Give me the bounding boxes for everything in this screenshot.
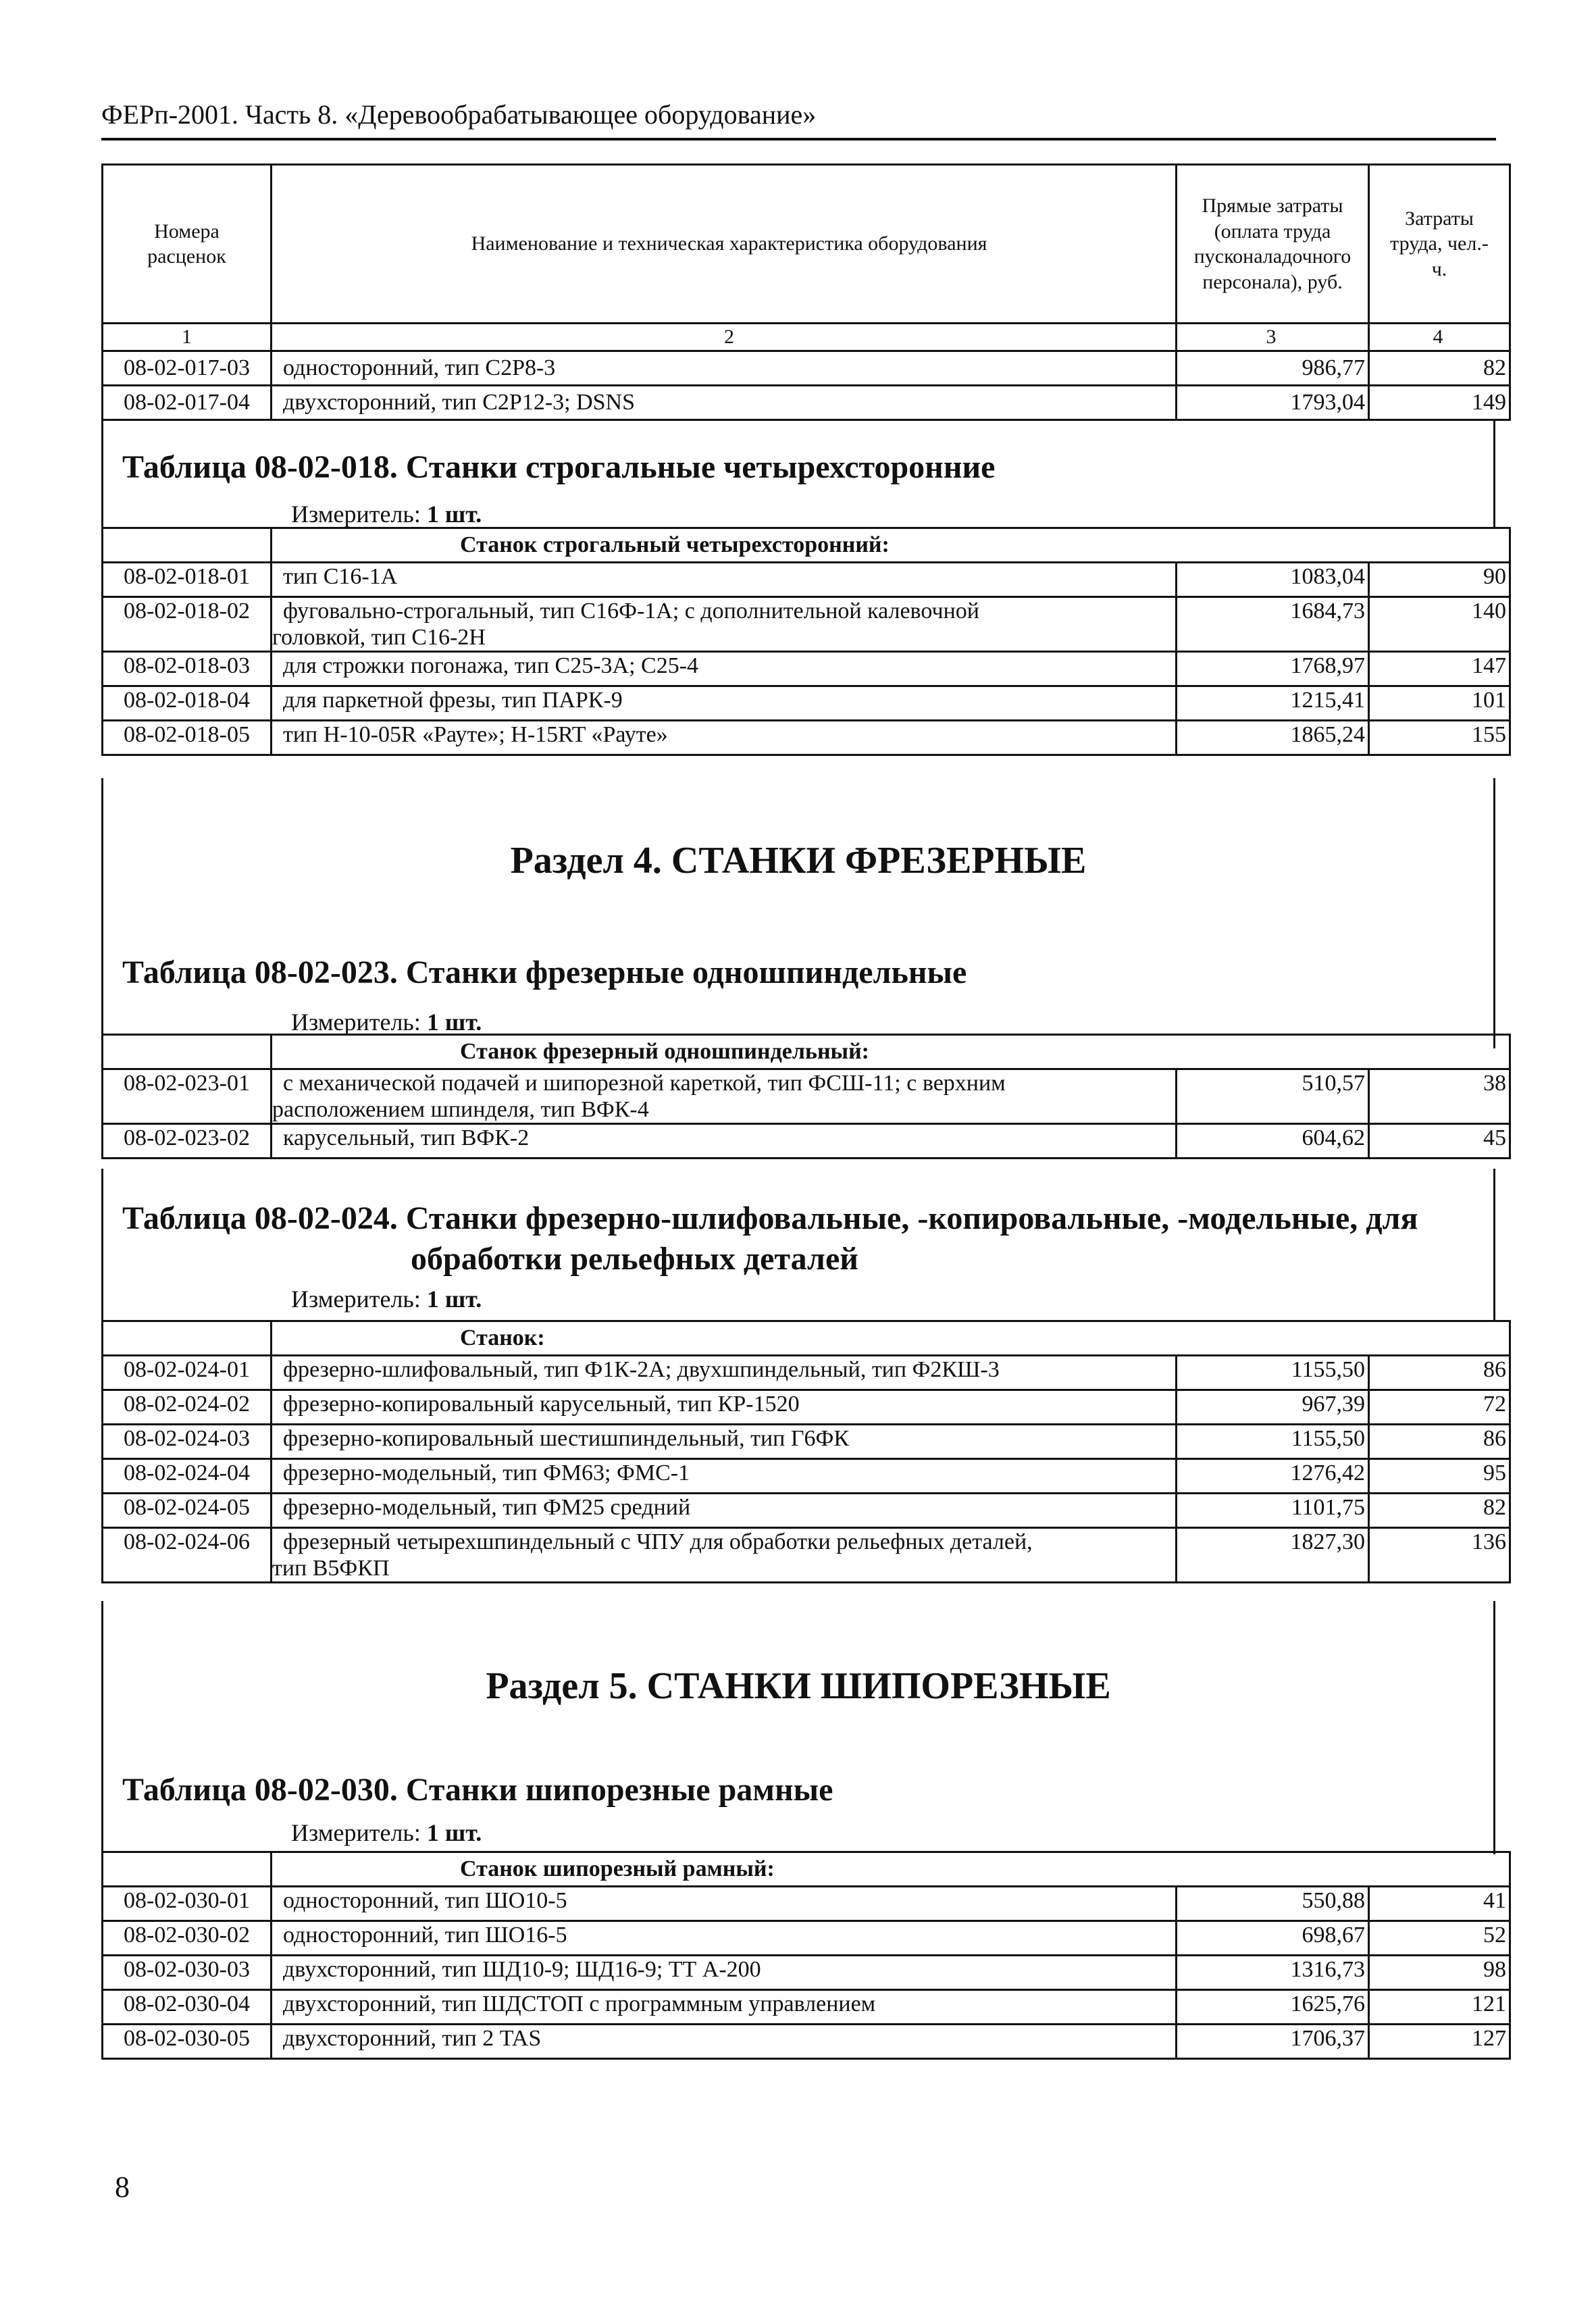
group-row [103,1852,1510,1887]
table-023 [101,1034,1511,1159]
direct-cost: 1215,41 [1177,686,1369,721]
table-row [103,1459,1510,1494]
equipment-name: двухсторонний, тип ШДСТОП с программным управлением [272,1990,1177,2025]
measure-unit: Измеритель: 1 шт. [291,1819,482,1846]
equipment-name: односторонний, тип ШО10-5 [272,1887,1177,1921]
table-row [103,686,1510,721]
table-row [103,1356,1510,1390]
equipment-name: тип Н-10-05R «Рауте»; Н-15RT «Рауте» [272,721,1177,755]
running-header: ФЕРп-2001. Часть 8. «Деревообрабатывающее оборудование» [101,99,817,130]
equipment-name: фрезерно-копировальный шестишпиндельный, тип Г6ФК [272,1425,1177,1459]
rate-code: 08-02-024-03 [103,1425,272,1459]
rate-code: 08-02-023-01 [103,1069,272,1124]
table-row [103,1956,1510,1990]
rate-code: 08-02-030-04 [103,1990,272,2025]
labor-cost: 90 [1369,563,1510,597]
labor-cost: 72 [1369,1390,1510,1425]
equipment-name: для паркетной фрезы, тип ПАРК-9 [272,686,1177,721]
group-label: Станок шипорезный рамный: [272,1852,1510,1887]
rate-code: 08-02-018-05 [103,721,272,755]
equipment-name: двухсторонний, тип 2 TAS [272,2025,1177,2059]
equipment-name: карусельный, тип ВФК-2 [272,1124,1177,1159]
table-row [103,1887,1510,1921]
equipment-name: фрезерно-модельный, тип ФМ63; ФМС-1 [272,1459,1177,1494]
table-row [103,597,1510,652]
table-018 [101,527,1511,756]
measure-unit: Измеритель: 1 шт. [291,1286,482,1313]
direct-cost: 550,88 [1177,1887,1369,1921]
table-row [103,721,1510,755]
table-030 [101,1851,1511,2060]
labor-cost: 147 [1369,652,1510,686]
rate-code: 08-02-018-01 [103,563,272,597]
equipment-name: фрезерно-шлифовальный, тип Ф1К-2А; двухшпиндельный, тип Ф2КШ-3 [272,1356,1177,1390]
direct-cost: 1706,37 [1177,2025,1369,2059]
direct-cost: 1101,75 [1177,1494,1369,1528]
equipment-name: для строжки погонажа, тип С25-3А; С25-4 [272,652,1177,686]
direct-cost: 967,39 [1177,1390,1369,1425]
equipment-name: фрезерно-модельный, тип ФМ25 средний [272,1494,1177,1528]
rate-code: 08-02-024-04 [103,1459,272,1494]
direct-cost: 604,62 [1177,1124,1369,1159]
equipment-name: двухсторонний, тип ШД10-9; ШД16-9; ТТ А-200 [272,1956,1177,1990]
labor-cost: 121 [1369,1990,1510,2025]
section-4-heading [101,778,1495,1048]
labor-cost: 127 [1369,2025,1510,2059]
direct-cost: 1316,73 [1177,1956,1369,1990]
labor-cost: 149 [1369,385,1510,420]
equipment-name: фрезерный четырехшпиндельный с ЧПУ для обработки рельефных деталей, тип В5ФКП [272,1528,1177,1583]
page-number: 8 [115,2170,130,2204]
table-row [103,1390,1510,1425]
table-title: Таблица 08-02-023. Станки фрезерные одношпиндельные [122,955,967,990]
rate-code: 08-02-024-01 [103,1356,272,1390]
table-row [103,1990,1510,2025]
group-row [103,1321,1510,1356]
column-header-codes: Номера расценок [103,165,272,324]
equipment-name: с механической подачей и шипорезной кареткой, тип ФСШ-11; с верхним расположением шпинделя, тип ВФК-4 [272,1069,1177,1124]
table-row [103,1425,1510,1459]
equipment-name: односторонний, тип С2Р8-3 [272,351,1177,385]
labor-cost: 38 [1369,1069,1510,1124]
labor-cost: 155 [1369,721,1510,755]
table-title: Таблица 08-02-030. Станки шипорезные рамные [122,1772,833,1808]
table-row [103,2025,1510,2059]
table-row [103,1494,1510,1528]
group-row [103,1035,1510,1069]
direct-cost: 1155,50 [1177,1425,1369,1459]
table-row [103,652,1510,686]
table-title-continued: обработки рельефных деталей [411,1241,858,1277]
rate-code: 08-02-030-01 [103,1887,272,1921]
measure-unit: Измеритель: 1 шт. [291,501,482,528]
section-title: Раздел 4. СТАНКИ ФРЕЗЕРНЫЕ [510,840,1087,882]
direct-cost: 1768,97 [1177,652,1369,686]
direct-cost: 1276,42 [1177,1459,1369,1494]
labor-cost: 86 [1369,1425,1510,1459]
table-title: Таблица 08-02-024. Станки фрезерно-шлифовальные, -копировальные, -модельные, для [122,1200,1418,1236]
labor-cost: 52 [1369,1921,1510,1956]
column-number: 2 [272,324,1177,351]
table-title: Таблица 08-02-018. Станки строгальные четырехсторонние [122,449,996,485]
direct-cost: 1083,04 [1177,563,1369,597]
direct-cost: 986,77 [1177,351,1369,385]
table-row [103,351,1510,385]
rate-code: 08-02-030-05 [103,2025,272,2059]
rate-code: 08-02-030-03 [103,1956,272,1990]
rate-code: 08-02-018-04 [103,686,272,721]
column-number: 1 [103,324,272,351]
rate-code: 08-02-023-02 [103,1124,272,1159]
table-row [103,563,1510,597]
table-row [103,1124,1510,1159]
group-label: Станок фрезерный одношпиндельный: [272,1035,1510,1069]
labor-cost: 41 [1369,1887,1510,1921]
labor-cost: 82 [1369,351,1510,385]
table-row [103,1528,1510,1583]
group-label: Станок строгальный четырехсторонний: [272,528,1510,563]
section-5-heading [101,1601,1495,1854]
labor-cost: 140 [1369,597,1510,652]
header-table [101,163,1511,421]
direct-cost: 1827,30 [1177,1528,1369,1583]
direct-cost: 1625,76 [1177,1990,1369,2025]
column-header-cost: Прямые затраты (оплата труда пусконаладочного персонала), руб. [1177,165,1369,324]
direct-cost: 1793,04 [1177,385,1369,420]
group-row [103,528,1510,563]
rate-code: 08-02-018-02 [103,597,272,652]
equipment-name: односторонний, тип ШО16-5 [272,1921,1177,1956]
table-row [103,1921,1510,1956]
measure-unit: Измеритель: 1 шт. [291,1009,482,1036]
header-rule [101,138,1496,141]
equipment-name: фуговально-строгальный, тип С16Ф-1А; с дополнительной калевочной головкой, тип С16-2Н [272,597,1177,652]
labor-cost: 45 [1369,1124,1510,1159]
column-number: 4 [1369,324,1510,351]
column-number: 3 [1177,324,1369,351]
labor-cost: 95 [1369,1459,1510,1494]
equipment-name: двухсторонний, тип С2Р12-3; DSNS [272,385,1177,420]
equipment-name: тип С16-1А [272,563,1177,597]
labor-cost: 98 [1369,1956,1510,1990]
labor-cost: 82 [1369,1494,1510,1528]
rate-code: 08-02-024-06 [103,1528,272,1583]
table-024 [101,1320,1511,1583]
labor-cost: 136 [1369,1528,1510,1583]
table-018-heading [101,420,1495,527]
rate-code: 08-02-017-03 [103,351,272,385]
rate-code: 08-02-030-02 [103,1921,272,1956]
direct-cost: 1865,24 [1177,721,1369,755]
table-row [103,385,1510,420]
direct-cost: 1155,50 [1177,1356,1369,1390]
direct-cost: 510,57 [1177,1069,1369,1124]
rate-code: 08-02-024-02 [103,1390,272,1425]
table-024-heading [101,1169,1495,1320]
equipment-name: фрезерно-копировальный карусельный, тип КР-1520 [272,1390,1177,1425]
column-header-labor: Затраты труда, чел.-ч. [1369,165,1510,324]
column-header-name: Наименование и техническая характеристика оборудования [272,165,1177,324]
rate-code: 08-02-024-05 [103,1494,272,1528]
section-title: Раздел 5. СТАНКИ ШИПОРЕЗНЫЕ [486,1665,1111,1707]
rate-code: 08-02-018-03 [103,652,272,686]
group-label: Станок: [272,1321,1510,1356]
direct-cost: 698,67 [1177,1921,1369,1956]
labor-cost: 101 [1369,686,1510,721]
direct-cost: 1684,73 [1177,597,1369,652]
table-row [103,1069,1510,1124]
labor-cost: 86 [1369,1356,1510,1390]
rate-code: 08-02-017-04 [103,385,272,420]
